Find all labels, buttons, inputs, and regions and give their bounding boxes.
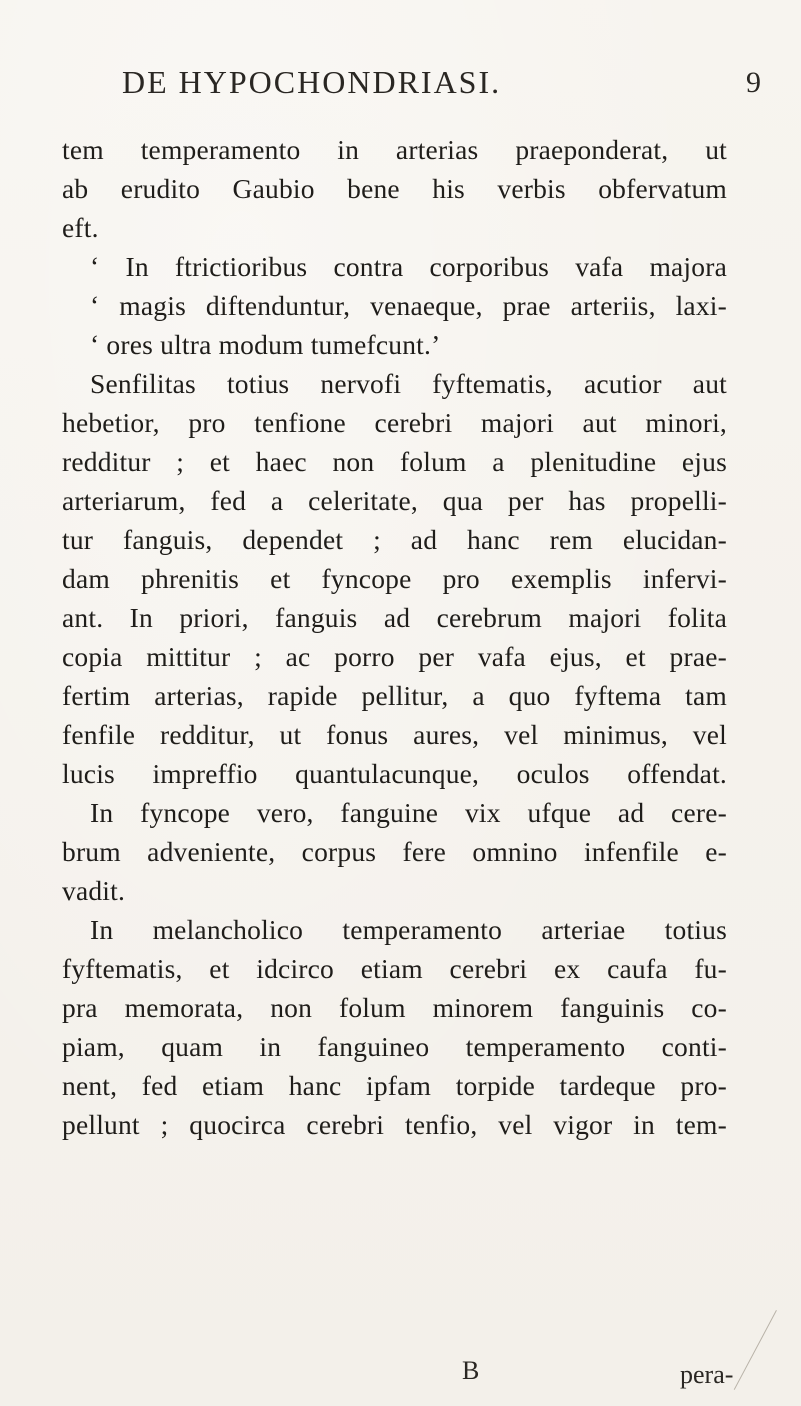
catchword: pera- [680,1360,734,1389]
running-title: DE HYPOCHONDRIASI. [122,64,502,100]
text-line: pellunt ; quocirca cerebri tenfio, vel vigor in tem- [62,1109,727,1140]
text-line: nent, fed etiam hanc ipfam torpide tardeque pro- [62,1070,727,1101]
text-line: copia mittitur ; ac porro per vafa ejus, et prae- [62,641,727,672]
text-line: fyftematis, et idcirco etiam cerebri ex caufa fu- [62,953,727,984]
page-number: 9 [746,66,761,99]
text-line: ‘ ores ultra modum tumefcunt.’ [90,329,441,360]
text-line: tur fanguis, dependet ; ad hanc rem elucidan- [62,524,727,555]
text-line: tem temperamento in arterias praeponderat, ut [62,134,727,165]
text-line: arteriarum, fed a celeritate, qua per has propelli- [62,485,727,516]
text-line: Senfilitas totius nervofi fyftematis, acutior aut [90,368,727,399]
text-line: ‘ In ftrictioribus contra corporibus vafa majora [90,251,727,282]
signature-mark: B [462,1356,480,1385]
text-line: redditur ; et haec non folum a plenitudine ejus [62,446,727,477]
text-line: pra memorata, non folum minorem fanguinis co- [62,992,727,1023]
text-line: lucis impreffio quantulacunque, oculos offendat. [62,758,727,789]
text-line: vadit. [62,875,126,906]
text-line: dam phrenitis et fyncope pro exemplis infervi- [62,563,727,594]
text-line: ant. In priori, fanguis ad cerebrum majori folita [62,602,727,633]
text-line: ‘ magis diftenduntur, venaeque, prae arteriis, laxi- [90,290,727,321]
margin-pencil-mark [734,1310,777,1390]
text-line: eft. [62,212,99,243]
page-header [0,64,801,104]
text-line: piam, quam in fanguineo temperamento conti- [62,1031,727,1062]
text-line: In melancholico temperamento arteriae totius [90,914,727,945]
text-line: In fyncope vero, fanguine vix ufque ad cere- [90,797,727,828]
text-line: fertim arterias, rapide pellitur, a quo fyftema tam [62,680,727,711]
text-line: brum adveniente, corpus fere omnino infenfile e- [62,836,727,867]
text-line: hebetior, pro tenfione cerebri majori aut minori, [62,407,727,438]
text-line: fenfile redditur, ut fonus aures, vel minimus, vel [62,719,727,750]
text-line: ab erudito Gaubio bene his verbis obfervatum [62,173,727,204]
body-text [62,130,727,1144]
